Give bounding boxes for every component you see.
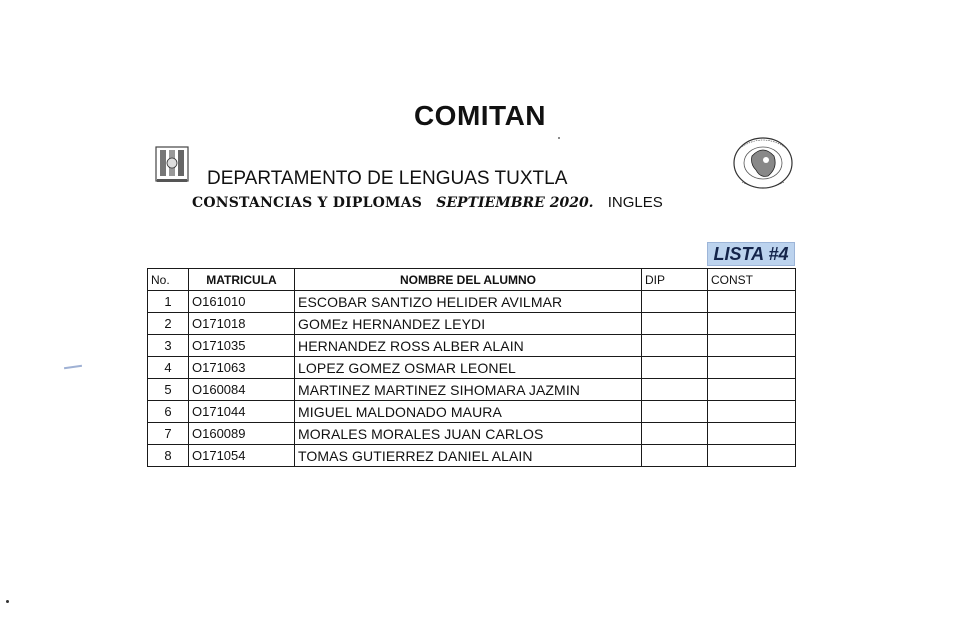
- row-student-name: MARTINEZ MARTINEZ SIHOMARA JAZMIN: [295, 379, 642, 401]
- table-row: [148, 335, 796, 357]
- list-number-label: LISTA #4: [707, 242, 795, 266]
- row-const-cell: [708, 423, 796, 445]
- row-matricula: O171035: [189, 335, 295, 357]
- table-row: [148, 291, 796, 313]
- document-subtitle: [192, 194, 663, 211]
- row-matricula: O160084: [189, 379, 295, 401]
- row-student-name: TOMAS GUTIERREZ DANIEL ALAIN: [295, 445, 642, 467]
- table-row: [148, 313, 796, 335]
- row-const-cell: [708, 445, 796, 467]
- row-const-cell: [708, 401, 796, 423]
- header-matricula: MATRICULA: [189, 269, 295, 291]
- row-number: 1: [148, 291, 189, 313]
- header-nombre: NOMBRE DEL ALUMNO: [295, 269, 642, 291]
- row-dip-cell: [642, 401, 708, 423]
- header-dip: DIP: [642, 269, 708, 291]
- row-const-cell: [708, 357, 796, 379]
- row-number: 6: [148, 401, 189, 423]
- table-header-row: [148, 269, 796, 291]
- row-const-cell: [708, 313, 796, 335]
- row-matricula: O171054: [189, 445, 295, 467]
- row-student-name: ESCOBAR SANTIZO HELIDER AVILMAR: [295, 291, 642, 313]
- subtitle-language: INGLES: [607, 194, 663, 211]
- row-number: 7: [148, 423, 189, 445]
- row-student-name: LOPEZ GOMEZ OSMAR LEONEL: [295, 357, 642, 379]
- table-row: [148, 401, 796, 423]
- row-dip-cell: [642, 291, 708, 313]
- row-student-name: GOMEz HERNANDEZ LEYDI: [295, 313, 642, 335]
- department-name: DEPARTAMENTO DE LENGUAS TUXTLA: [207, 168, 568, 189]
- student-roster-table: [147, 268, 796, 467]
- row-number: 8: [148, 445, 189, 467]
- subtitle-date: SEPTIEMBRE 2020.: [436, 195, 594, 211]
- row-dip-cell: [642, 423, 708, 445]
- row-student-name: MORALES MORALES JUAN CARLOS: [295, 423, 642, 445]
- row-dip-cell: [642, 445, 708, 467]
- table-row: [148, 423, 796, 445]
- row-dip-cell: [642, 313, 708, 335]
- row-dip-cell: [642, 335, 708, 357]
- row-dip-cell: [642, 379, 708, 401]
- row-student-name: HERNANDEZ ROSS ALBER ALAIN: [295, 335, 642, 357]
- row-matricula: O161010: [189, 291, 295, 313]
- row-matricula: O171063: [189, 357, 295, 379]
- scan-mark: [64, 365, 82, 369]
- table-row: [148, 379, 796, 401]
- scan-dot: [6, 600, 9, 603]
- row-const-cell: [708, 379, 796, 401]
- row-const-cell: [708, 335, 796, 357]
- row-number: 4: [148, 357, 189, 379]
- row-number: 3: [148, 335, 189, 357]
- table-row: [148, 445, 796, 467]
- page-title: COMITAN: [413, 100, 547, 131]
- scan-dot: [558, 137, 560, 139]
- faculty-of-languages-seal-icon: [730, 134, 796, 194]
- row-const-cell: [708, 291, 796, 313]
- header-no: No.: [148, 269, 189, 291]
- row-matricula: O160089: [189, 423, 295, 445]
- header-const: CONST: [708, 269, 796, 291]
- row-number: 2: [148, 313, 189, 335]
- subtitle-main: CONSTANCIAS Y DIPLOMAS: [192, 195, 423, 211]
- row-matricula: O171044: [189, 401, 295, 423]
- row-matricula: O171018: [189, 313, 295, 335]
- row-student-name: MIGUEL MALDONADO MAURA: [295, 401, 642, 423]
- row-number: 5: [148, 379, 189, 401]
- row-dip-cell: [642, 357, 708, 379]
- table-row: [148, 357, 796, 379]
- university-crest-icon: [154, 146, 190, 184]
